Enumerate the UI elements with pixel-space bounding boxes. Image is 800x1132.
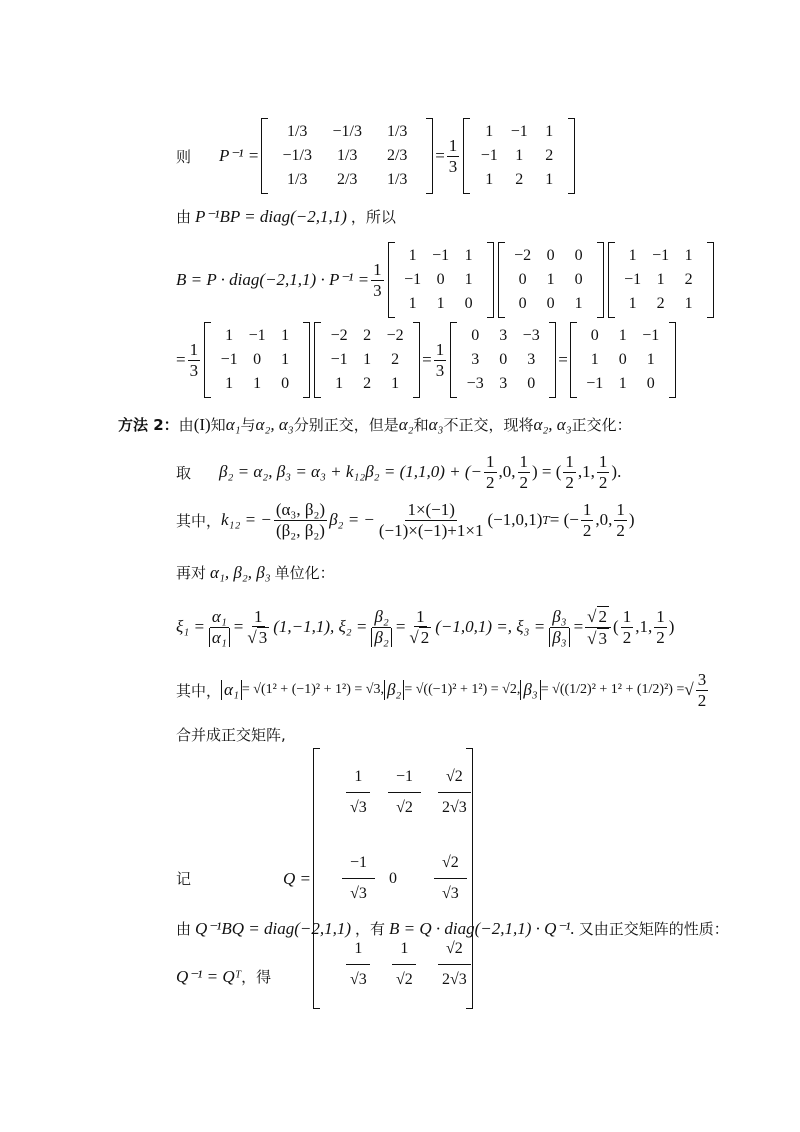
matrix-entry: 0 xyxy=(436,271,445,288)
matrix-c xyxy=(450,322,556,398)
matrix-entry: 1/3 xyxy=(286,123,308,140)
matrix-entry: 3 xyxy=(471,351,480,368)
matrix-a xyxy=(204,322,310,398)
matrix-entry: −1 xyxy=(586,375,604,392)
matrix-p-int xyxy=(608,242,714,318)
fraction-one-third: $\frac{1}{3}$ xyxy=(448,135,458,176)
equals-sign: = xyxy=(176,350,186,369)
statement-q-transpose: Q⁻¹ = Qᵀ ，得 xyxy=(176,966,272,986)
matrix-entry: 1 xyxy=(225,327,234,344)
matrix-entry: −1 xyxy=(220,351,238,368)
matrix-entry: 1/3 xyxy=(386,171,408,188)
matrix-entry: 1 xyxy=(335,375,344,392)
matrix-entry: −2 xyxy=(386,327,404,344)
matrix-b xyxy=(314,322,420,398)
matrix-entry: $\frac{1}{√3}$ xyxy=(324,750,370,836)
b-lhs: B = P · diag(−2,1,1) · P⁻¹ = xyxy=(176,270,370,289)
text-ze: 则 xyxy=(176,147,192,166)
matrix-entry: 2/3 xyxy=(336,171,358,188)
matrix-entry: 0 xyxy=(253,351,262,368)
matrix-entry: 1 xyxy=(436,295,445,312)
matrix-entry: 2 xyxy=(363,375,372,392)
matrix-b-final xyxy=(570,322,676,398)
matrix-entry: 0 xyxy=(646,375,655,392)
matrix-entry: 0 xyxy=(618,351,627,368)
matrix-entry: 1 xyxy=(363,351,372,368)
matrix-entry: $\frac{√2}{√3}$ xyxy=(416,836,462,922)
matrix-entry: 1 xyxy=(545,123,554,140)
matrix-entry: 0 xyxy=(590,327,599,344)
matrix-entry: 1 xyxy=(485,123,494,140)
matrix-entry: −2 xyxy=(514,247,532,264)
matrix-entry: −3 xyxy=(522,327,540,344)
matrix-entry: 1 xyxy=(391,375,400,392)
diag-expression: P⁻¹BP = diag(−2,1,1) xyxy=(195,206,347,226)
matrix-entry: −1 xyxy=(248,327,266,344)
matrix-q xyxy=(313,748,473,1009)
matrix-entry: 3 xyxy=(527,351,536,368)
matrix-entry: −1 xyxy=(480,147,498,164)
matrix-grid xyxy=(615,242,707,318)
matrix-entry: $\frac{-1}{√3}$ xyxy=(324,836,370,922)
matrix-entry: 0 xyxy=(389,869,398,887)
matrix-entry: 1 xyxy=(590,351,599,368)
matrix-entry: 1 xyxy=(574,295,583,312)
matrix-entry: −2 xyxy=(330,327,348,344)
fraction-one-third: $\frac{1}{3}$ xyxy=(373,259,382,300)
matrix-entry: 1/3 xyxy=(286,171,308,188)
matrix-entry: 1 xyxy=(253,375,262,392)
statement-diag xyxy=(176,206,396,227)
matrix-entry: 0 xyxy=(546,295,555,312)
method-label: 方法 2： xyxy=(118,416,179,434)
matrix-entry: 2 xyxy=(363,327,372,344)
matrix-entry: $\frac{√2}{2√3}$ xyxy=(416,750,462,836)
matrix-diag xyxy=(498,242,604,318)
matrix-grid xyxy=(470,118,568,194)
matrix-entry: 1 xyxy=(628,295,637,312)
merge-statement: 合并成正交矩阵, xyxy=(176,726,286,744)
matrix-entry: 0 xyxy=(281,375,290,392)
matrix-entry: −1 xyxy=(510,123,528,140)
matrix-entry: 1/3 xyxy=(336,147,358,164)
matrix-entry: −1 xyxy=(330,351,348,368)
matrix-entry: 2/3 xyxy=(386,147,408,164)
equation-b-result: = $\frac{1}{3}$ 1 −1 1 −1 0 1 1 1 0 −2 2 −2 −1 1 2 1 2 1 = $\frac{1}{3}$ 0 3 −3 3 0 3 −3 3 0 = 0 1 −1 1 0 1 −1 1 0 xyxy=(176,322,678,398)
matrix-entry: 1 xyxy=(408,247,417,264)
normalize-statement: 再对 α₁, β₂, β₃ 单位化： xyxy=(176,562,335,582)
matrix-entry: 1 xyxy=(628,247,637,264)
matrix-entry: −1 xyxy=(652,247,670,264)
matrix-entry: 2 xyxy=(515,171,524,188)
method-2-heading: 方法 2： 由 (I) 知 α₁ 与 α₂, α₃ 分别正交，但是 α₂ 和 α₃ 不正交，现将 α₂, α₃ 正交化： xyxy=(118,414,632,434)
matrix-entry: 3 xyxy=(499,375,508,392)
matrix-grid xyxy=(321,322,413,398)
matrix-entry: −3 xyxy=(466,375,484,392)
equation-b-product xyxy=(176,242,716,318)
matrix-entry: $\frac{-1}{√2}$ xyxy=(370,750,416,836)
matrix-entry: 0 xyxy=(527,375,536,392)
matrix-p xyxy=(388,242,494,318)
text-qizhong: 其中， xyxy=(176,681,222,700)
text-you: 由 xyxy=(176,208,192,226)
fraction-one-third: $\frac{1}{3}$ xyxy=(435,339,445,380)
k12-computation: 其中， k₁₂ = − $\frac{\text{(α₃, β₂)}}{\text{(β₂, β₂)}}$ β₂ = − $\frac{1\times(-1)}{(-1)\times(-1)+1\times 1}$ (−1,0,1) T = (− $\frac{1}{2}$ ,0, $\frac{1}{2}$ ) xyxy=(176,500,635,540)
statement-q-diag: 由 Q⁻¹BQ = diag(−2,1,1) ，有 B = Q · diag(−2,1,1) · Q⁻¹. 又由正交矩阵的性质： xyxy=(176,918,729,938)
matrix-entry: $\frac{√2}{2√3}$ xyxy=(416,922,462,1008)
matrix-entry: 1 xyxy=(684,295,693,312)
matrix-entry: 0 xyxy=(471,327,480,344)
matrix-entry: 2 xyxy=(684,271,693,288)
matrix-entry: 1 xyxy=(281,327,290,344)
matrix-entry: 1/3 xyxy=(386,123,408,140)
matrix-entry: 3 xyxy=(499,327,508,344)
matrix-entry: −1 xyxy=(624,271,642,288)
matrix-entry: 2 xyxy=(545,147,554,164)
text-qizhong: 其中， xyxy=(176,511,222,530)
matrix-entry: 0 xyxy=(546,247,555,264)
matrix-entry: 0 xyxy=(518,271,527,288)
text-suoyi: ，所以 xyxy=(350,208,396,226)
matrix-grid xyxy=(395,242,487,318)
matrix-entry: 0 xyxy=(574,247,583,264)
matrix-entry: 1 xyxy=(545,171,554,188)
matrix-grid xyxy=(211,322,303,398)
matrix-entry: −1 xyxy=(432,247,450,264)
matrix-entry: 1 xyxy=(618,375,627,392)
unit-vectors: ξ₁ = $\frac{\text{α₁}}{\text{α₁}}$ = 1 √ 3 (1,−1,1), ξ₂ = $\frac{\text{β₂}}{\text{β₂}}$ = 1 √ 2 (−1,0,1) =, ξ₃ = $\frac{\text{β₃}}{\text{β₃}}$ = √ 2 √ 3 ( $\frac{1}{2}$ ,1, $\frac{1}{2}$ ) xyxy=(176,606,675,648)
matrix-entry: 1 xyxy=(485,171,494,188)
matrix-entry: 1 xyxy=(464,247,473,264)
matrix-grid xyxy=(457,322,549,398)
text-qu: 取 xyxy=(176,463,192,482)
matrix-entry: 1 xyxy=(684,247,693,264)
matrix-grid xyxy=(320,748,466,1009)
matrix-entry: 0 xyxy=(574,271,583,288)
matrix-grid xyxy=(268,118,426,194)
equals-sign: = xyxy=(435,146,445,165)
matrix-entry: 1 xyxy=(515,147,524,164)
matrix-entry: 1 xyxy=(618,327,627,344)
matrix-entry: 1 xyxy=(408,295,417,312)
fraction-one-third: $\frac{1}{3}$ xyxy=(189,339,199,380)
p-inverse-lhs: P⁻¹ = xyxy=(219,146,260,165)
matrix-entry: 1 xyxy=(546,271,555,288)
matrix-entry: 2 xyxy=(391,351,400,368)
beta-expression: β₂ = α₂, β₃ = α₃ + k₁₂β₂ = (1,1,0) + (− xyxy=(219,462,482,482)
matrix-entry: 1 xyxy=(656,271,665,288)
matrix-integer xyxy=(463,118,575,194)
matrix-entry: $\frac{1}{√2}$ xyxy=(370,922,416,1008)
matrix-p-inverse xyxy=(261,118,433,194)
text-ji: 记 xyxy=(176,870,192,889)
matrix-entry: 1 xyxy=(281,351,290,368)
matrix-entry: −1/3 xyxy=(332,123,362,140)
matrix-entry: 1 xyxy=(646,351,655,368)
matrix-grid xyxy=(505,242,597,318)
matrix-entry: 2 xyxy=(656,295,665,312)
orthogonalization: 取 β₂ = α₂, β₃ = α₃ + k₁₂β₂ = (1,1,0) + (− $\frac{1}{2}$ ,0, $\frac{1}{2}$ ) = ( $\frac{1}{2}$ ,1, $\frac{1}{2}$ ). xyxy=(176,452,622,492)
matrix-entry: 0 xyxy=(499,351,508,368)
matrix-entry: 0 xyxy=(518,295,527,312)
matrix-entry: −1 xyxy=(404,271,422,288)
matrix-entry: 1 xyxy=(464,271,473,288)
matrix-grid xyxy=(577,322,669,398)
matrix-entry: −1 xyxy=(642,327,660,344)
matrix-entry: 0 xyxy=(464,295,473,312)
equation-p-inverse xyxy=(176,118,577,194)
matrix-entry: $\frac{1}{√3}$ xyxy=(324,922,370,1008)
q-lhs: Q = xyxy=(283,868,312,888)
matrix-entry: 1 xyxy=(225,375,234,392)
norms-computation: 其中， α₁ = √(1² + (−1)² + 1²) = √3, β₂ = √((−1)² + 1²) = √2, β₃ = √((1/2)² + 1² + (1/2)²) = √ $\frac{3}{2}$ xyxy=(176,670,707,710)
matrix-entry: −1/3 xyxy=(282,147,312,164)
